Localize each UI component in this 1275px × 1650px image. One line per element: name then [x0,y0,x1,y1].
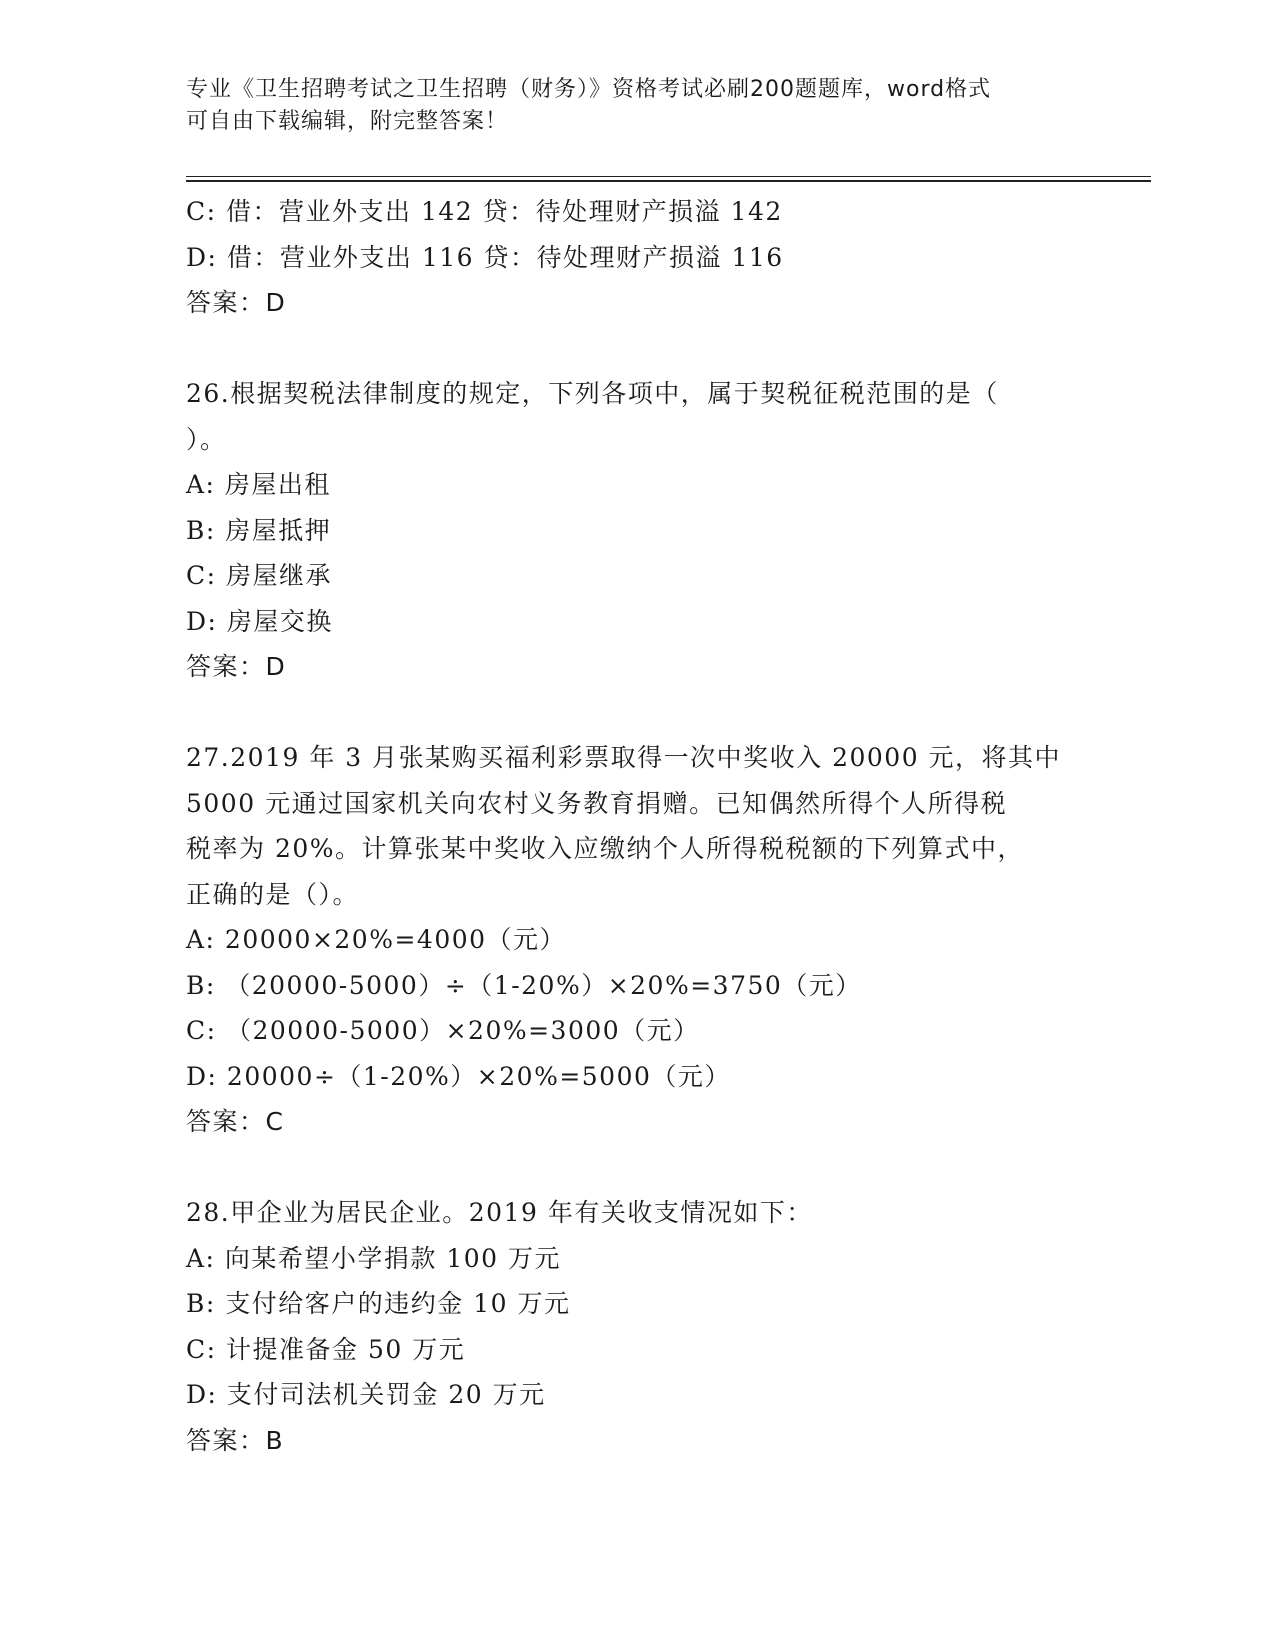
document-header [186,74,1086,138]
answer-label: 答案：D [186,652,287,681]
question-stem: 税率为 20%。计算张某中奖收入应缴纳个人所得税税额的下列算式中， [186,834,1025,863]
header-title-line-2: 可自由下载编辑，附完整答案！ [186,109,509,134]
question-stem: 28.甲企业为居民企业。2019 年有关收支情况如下： [186,1198,813,1227]
option-c: C: 借：营业外支出 142 贷：待处理财产损溢 142 [186,197,783,226]
question-26 [186,371,1086,690]
option-d: D: 20000÷（1-20%）×20%=5000（元） [186,1061,731,1091]
option-d: D: 房屋交换 [186,606,333,636]
answer-label: 答案：B [186,1425,285,1455]
question-stem: 27.2019 年 3 月张某购买福利彩票取得一次中奖收入 20000 元，将其中 [186,743,1062,772]
question-stem: 26.根据契税法律制度的规定，下列各项中，属于契税征税范围的是（ [186,379,999,408]
option-d: D: 支付司法机关罚金 20 万元 [186,1380,546,1409]
option-b: B: 房屋抵押 [186,515,332,545]
option-c: C: 房屋继承 [186,561,332,590]
question-28 [186,1190,1086,1463]
question-25 [186,189,1086,326]
option-b: B: 支付给客户的违约金 10 万元 [186,1289,571,1318]
option-c: C: 计提准备金 50 万元 [186,1334,466,1364]
question-gap [186,326,1086,372]
answer-label: 答案：D [186,288,287,317]
header-title-line-1: 专业《卫生招聘考试之卫生招聘（财务）》资格考试必刷200题题库，word格式 [186,77,992,102]
question-stem: 正确的是（）。 [186,879,360,909]
question-gap [186,690,1086,736]
answer-label: 答案：C [186,1107,285,1136]
option-a: A: 房屋出租 [186,470,331,499]
option-c: C: （20000-5000）×20%=3000（元） [186,1016,700,1045]
option-d: D: 借：营业外支出 116 贷：待处理财产损溢 116 [186,242,784,272]
option-b: B: （20000-5000）÷（1-20%）×20%=3750（元） [186,970,862,1000]
question-gap [186,1145,1086,1191]
question-stem: 5000 元通过国家机关向农村义务教育捐赠。已知偶然所得个人所得税 [186,788,1008,818]
question-27 [186,735,1086,1145]
option-a: A: 20000×20%=4000（元） [186,925,567,954]
option-a: A: 向某希望小学捐款 100 万元 [186,1243,562,1273]
question-list [186,189,1086,1463]
question-stem: ）。 [186,424,227,454]
header-divider [186,176,1151,182]
